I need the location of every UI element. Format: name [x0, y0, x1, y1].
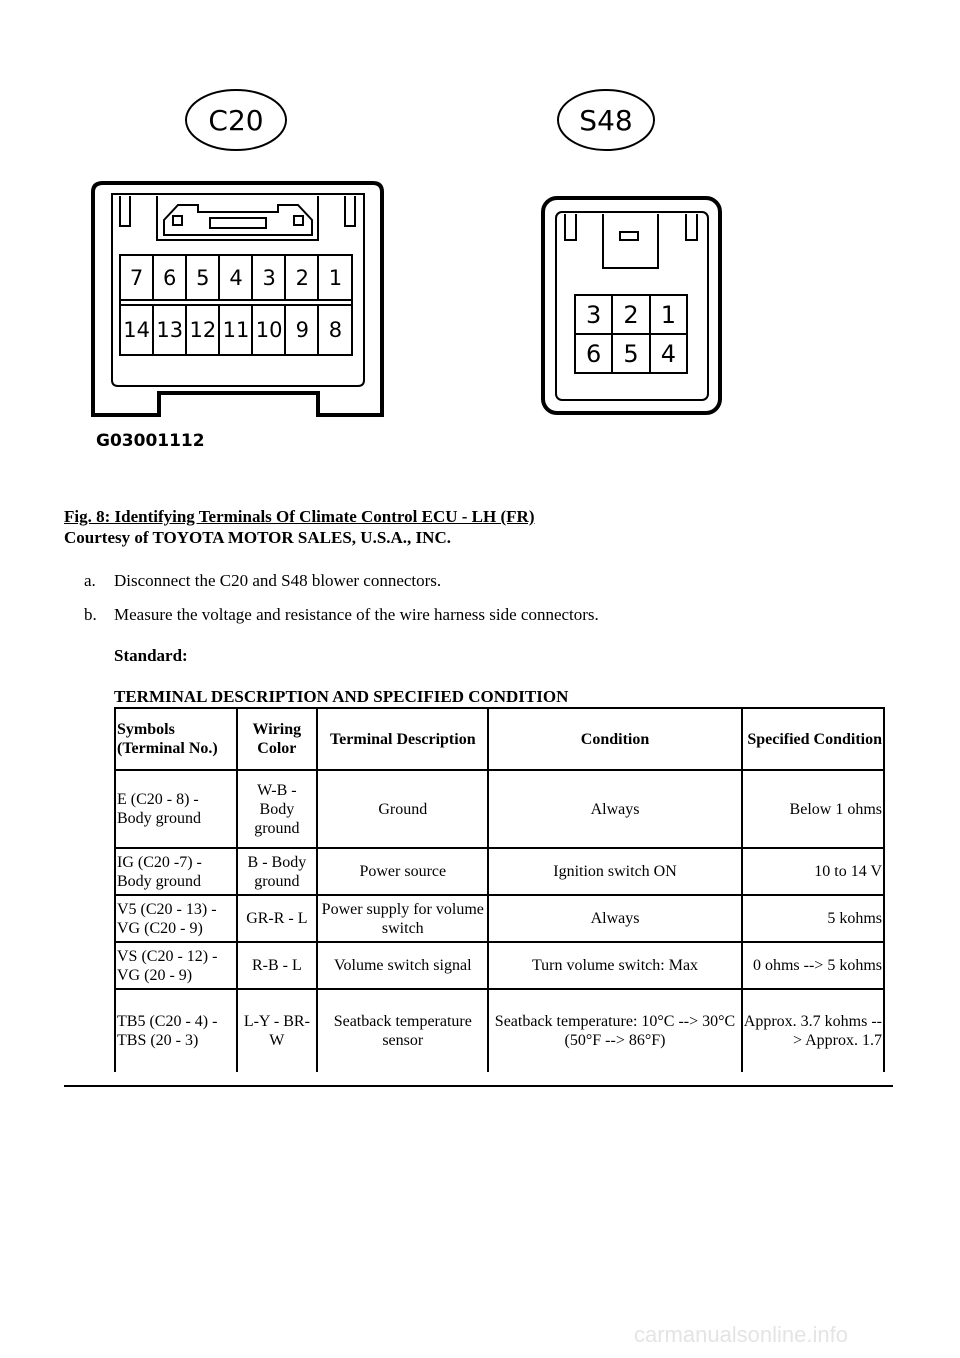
- header-specified-condition: Specified Condition: [742, 708, 884, 770]
- spec-table: [114, 707, 885, 1072]
- cell-symbols: V5 (C20 - 13) - VG (C20 - 9): [115, 895, 237, 942]
- step-marker: b.: [84, 605, 97, 624]
- cell-condition: Always: [488, 770, 741, 848]
- s48-pin-label: 5: [623, 340, 639, 368]
- table-row: [115, 848, 884, 895]
- step-marker: a.: [84, 571, 96, 590]
- cell-wiring-color: L-Y - BR-W: [237, 989, 318, 1072]
- c20-pin-label: 5: [196, 266, 210, 290]
- cell-wiring-color: B - Body ground: [237, 848, 318, 895]
- c20-pin-label: 12: [189, 318, 217, 342]
- header-symbols: Symbols (Terminal No.): [115, 708, 237, 770]
- s48-pin-label: 1: [660, 301, 676, 329]
- c20-pin-label: 10: [255, 318, 283, 342]
- cell-symbols: VS (C20 - 12) - VG (20 - 9): [115, 942, 237, 989]
- table-row: [115, 942, 884, 989]
- cell-condition: Always: [488, 895, 741, 942]
- step-text: Measure the voltage and resistance of the wire harness side connectors.: [114, 605, 599, 624]
- cell-wiring-color: GR-R - L: [237, 895, 318, 942]
- c20-pin-label: 3: [262, 266, 276, 290]
- cell-specified-condition: 10 to 14 V: [742, 848, 884, 895]
- s48-pin-label: 6: [586, 340, 602, 368]
- figure-courtesy: Courtesy of TOYOTA MOTOR SALES, U.S.A., INC.: [64, 528, 451, 547]
- c20-pin-label: 14: [123, 318, 150, 342]
- s48-pin-label: 3: [586, 301, 602, 329]
- cell-terminal-description: Volume switch signal: [317, 942, 488, 989]
- cell-symbols: TB5 (C20 - 4) - TBS (20 - 3): [115, 989, 237, 1072]
- table-row: [115, 895, 884, 942]
- s48-pin-label: 2: [623, 301, 639, 329]
- header-condition: Condition: [488, 708, 741, 770]
- cell-specified-condition: Below 1 ohms: [742, 770, 884, 848]
- cell-wiring-color: W-B - Body ground: [237, 770, 318, 848]
- table-header-row: [115, 708, 884, 770]
- step-item: [84, 605, 599, 625]
- figure-title: Fig. 8: Identifying Terminals Of Climate Control ECU - LH (FR): [64, 507, 535, 526]
- c20-pin-label: 1: [328, 266, 343, 290]
- c20-pin-label: 4: [229, 266, 243, 290]
- c20-label: C20: [208, 104, 264, 137]
- cell-specified-condition: 5 kohms: [742, 895, 884, 942]
- cell-symbols: E (C20 - 8) - Body ground: [115, 770, 237, 848]
- table-title: TERMINAL DESCRIPTION AND SPECIFIED CONDITION: [114, 687, 569, 706]
- c20-connector-inner: [112, 194, 364, 386]
- cell-terminal-description: Power source: [317, 848, 488, 895]
- s48-pin-label: 4: [660, 340, 676, 368]
- cell-terminal-description: Power supply for volume switch: [317, 895, 488, 942]
- c20-pin-label: 7: [129, 266, 144, 290]
- standard-label: Standard:: [114, 646, 188, 665]
- connector-diagram: [0, 0, 960, 470]
- page-divider: [64, 1085, 893, 1087]
- watermark: carmanualsonline.info: [633, 1322, 848, 1347]
- cell-condition: Ignition switch ON: [488, 848, 741, 895]
- table-row: [115, 770, 884, 848]
- c20-pin-label: 6: [163, 266, 177, 290]
- c20-pin-label: 9: [295, 318, 309, 342]
- c20-pin-label: 2: [295, 266, 309, 290]
- c20-pin-label: 13: [156, 318, 184, 342]
- step-item: [84, 571, 441, 591]
- c20-pin-label: 8: [328, 318, 343, 342]
- cell-specified-condition: 0 ohms --> 5 kohms: [742, 942, 884, 989]
- c20-pin-label: 11: [222, 318, 250, 342]
- cell-terminal-description: Ground: [317, 770, 488, 848]
- cell-condition: Seatback temperature: 10°C --> 30°C (50°F --> 86°F): [488, 989, 741, 1072]
- cell-condition: Turn volume switch: Max: [488, 942, 741, 989]
- cell-symbols: IG (C20 -7) - Body ground: [115, 848, 237, 895]
- figure-code: G03001112: [96, 431, 205, 451]
- step-text: Disconnect the C20 and S48 blower connectors.: [114, 571, 442, 590]
- cell-specified-condition: Approx. 3.7 kohms --> Approx. 1.7: [742, 989, 884, 1072]
- header-wiring-color: Wiring Color: [237, 708, 318, 770]
- header-terminal-description: Terminal Description: [317, 708, 488, 770]
- cell-wiring-color: R-B - L: [237, 942, 318, 989]
- cell-terminal-description: Seatback temperature sensor: [317, 989, 488, 1072]
- table-row: [115, 989, 884, 1072]
- s48-label: S48: [579, 104, 633, 137]
